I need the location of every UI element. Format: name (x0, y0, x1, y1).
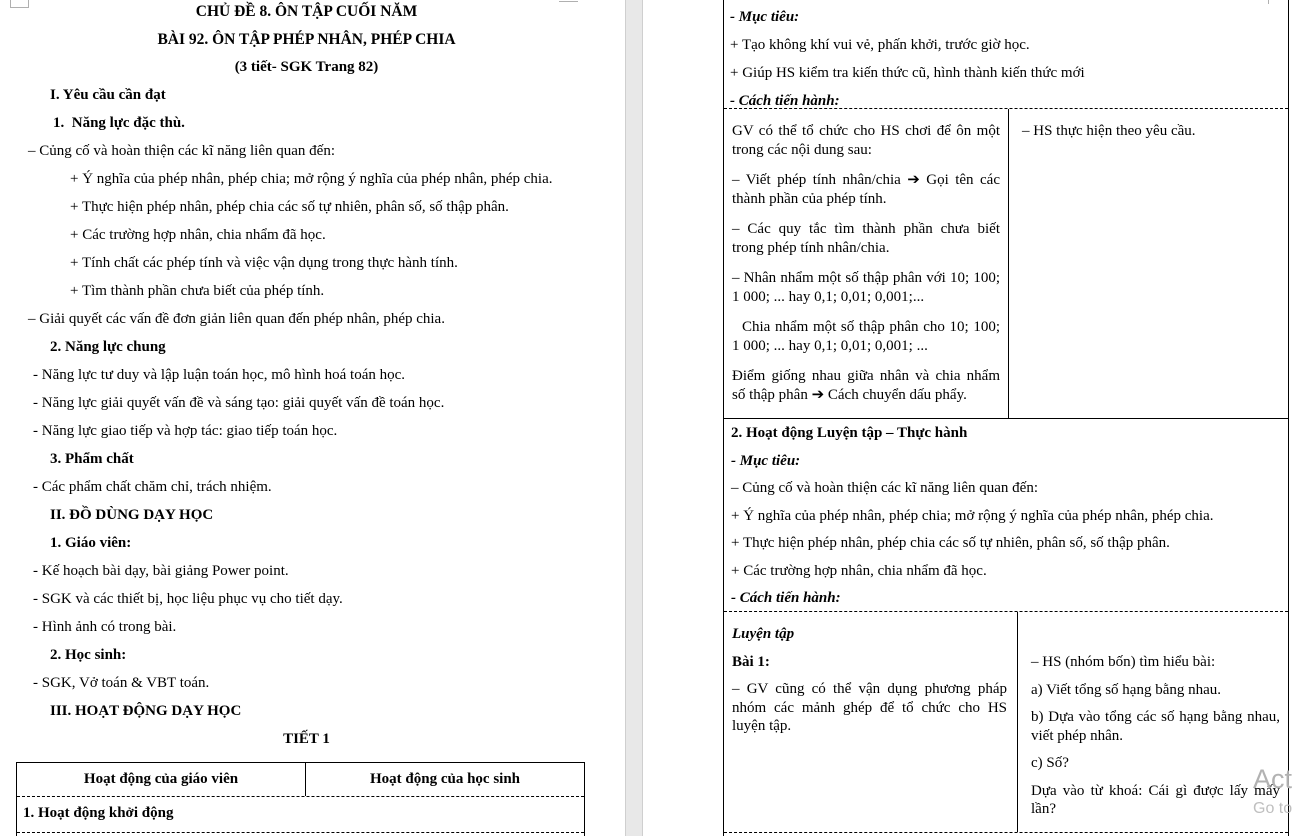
doc-heading: II. ĐỒ DÙNG DẠY HỌC (50, 507, 214, 523)
margin-crop-mark (559, 1, 578, 2)
doc-line: - Các phẩm chất chăm chỉ, trách nhiệm. (33, 479, 272, 495)
margin-crop-mark (1268, 0, 1269, 4)
doc-paragraph: – Các quy tắc tìm thành phần chưa biết trong phép tính nhân/chia. (732, 221, 1000, 256)
doc-heading: 3. Phẩm chất (50, 451, 134, 467)
activities-table-header (17, 763, 584, 797)
doc-paragraph: – Viết phép tính nhân/chia ➔ Gọi tên các thành phần của phép tính. (732, 172, 1000, 207)
doc-heading: 2. Năng lực chung (50, 339, 166, 355)
doc-line: - Năng lực giao tiếp và hợp tác: giao tiếp toán học. (33, 423, 338, 439)
doc-line: + Tìm thành phần chưa biết của phép tính. (70, 283, 325, 299)
doc-line: + Tạo không khí vui vẻ, phấn khởi, trước giờ học. (730, 37, 1030, 53)
teacher-cell (724, 612, 1018, 832)
doc-line: + Thực hiện phép nhân, phép chia các số tự nhiên, phân số, số thập phân. (731, 535, 1170, 551)
doc-line: – Củng cố và hoàn thiện các kĩ năng liên quan đến: (731, 480, 1038, 496)
doc-heading: 1. Giáo viên: (50, 535, 132, 551)
luyen-tap-label: Luyện tập (732, 626, 795, 642)
doc-paragraph: – GV cũng có thể vận dụng phương pháp nhóm các mảnh ghép để tổ chức cho HS luyện tập. (732, 681, 1007, 734)
section-luyen-tap-header (724, 419, 1288, 612)
activities-table-continued (723, 0, 1289, 836)
doc-heading: III. HOẠT ĐỘNG DẠY HỌC (50, 703, 242, 719)
bai-1-label: Bài 1: (732, 653, 770, 670)
section-khoi-dong-header (724, 0, 1288, 109)
doc-line: - Năng lực tư duy và lập luận toán học, mô hình hoá toán học. (33, 367, 406, 383)
student-cell (1018, 612, 1288, 832)
student-cell (1009, 109, 1288, 418)
activate-windows-watermark: Act (1253, 764, 1293, 794)
teacher-cell (724, 109, 1009, 418)
section-luyen-tap-body (724, 612, 1288, 833)
doc-heading: 2. Học sinh: (50, 647, 127, 663)
page-1-content (28, 2, 585, 758)
doc-line: + Các trường hợp nhân, chia nhẩm đã học. (731, 562, 987, 579)
doc-paragraph: – HS thực hiện theo yêu cầu. (1022, 123, 1196, 139)
doc-title-line: BÀI 92. ÔN TẬP PHÉP NHÂN, PHÉP CHIA (157, 31, 456, 48)
doc-paragraph: a) Viết tổng số hạng bằng nhau. (1031, 681, 1222, 698)
activities-table (16, 762, 585, 836)
cach-tien-hanh-label: - Cách tiến hành: (730, 93, 840, 109)
doc-line: - SGK, Vở toán & VBT toán. (33, 675, 210, 691)
doc-paragraph: b) Dựa vào tổng các số hạng bằng nhau, viết phép nhân. (1031, 709, 1280, 744)
doc-line: + Giúp HS kiểm tra kiến thức cũ, hình thành kiến thức mới (730, 65, 1085, 81)
doc-paragraph: c) Số? (1031, 755, 1069, 771)
doc-paragraph: GV có thể tổ chức cho HS chơi để ôn một trong các nội dung sau: (732, 123, 1000, 158)
page-2 (643, 0, 1295, 836)
doc-line: - Hình ảnh có trong bài. (33, 619, 177, 635)
muc-tieu-label: - Mục tiêu: (730, 9, 800, 25)
doc-paragraph: Chia nhẩm một số thập phân cho 10; 100; 1 000; ... hay 0,1; 0,01; 0,001; ... (732, 319, 1000, 354)
doc-title-line: (3 tiết- SGK Trang 82) (234, 59, 379, 75)
doc-line: + Ý nghĩa của phép nhân, phép chia; mở rộng ý nghĩa của phép nhân, phép chia. (70, 171, 553, 187)
col-header-teacher: Hoạt động của giáo viên (17, 763, 306, 796)
doc-line: – Củng cố và hoàn thiện các kĩ năng liên quan đến: (28, 143, 335, 159)
doc-line: + Thực hiện phép nhân, phép chia các số tự nhiên, phân số, số thập phân. (70, 199, 509, 215)
page-1 (0, 0, 625, 836)
doc-paragraph: Dựa vào từ khoá: Cái gì được lấy mấy lần? (1031, 782, 1280, 817)
doc-line: + Tính chất các phép tính và việc vận dụng trong thực hành tính. (70, 255, 458, 271)
doc-line: + Ý nghĩa của phép nhân, phép chia; mở rộng ý nghĩa của phép nhân, phép chia. (731, 507, 1214, 524)
muc-tieu-label: - Mục tiêu: (731, 452, 801, 469)
doc-line: - SGK và các thiết bị, học liệu phục vụ cho tiết dạy. (33, 591, 343, 607)
doc-line: + Các trường hợp nhân, chia nhẩm đã học. (70, 227, 326, 243)
doc-paragraph: – Nhân nhẩm một số thập phân với 10; 100; 1 000; ... hay 0,1; 0,01; 0,001;... (732, 270, 1000, 305)
col-header-student: Hoạt động của học sinh (369, 771, 521, 787)
activate-windows-watermark-subline: Go to (1253, 800, 1293, 817)
doc-line: - Kế hoạch bài dạy, bài giảng Power point. (33, 563, 289, 579)
table-row: 1. Hoạt động khởi động (17, 797, 584, 833)
page-gutter (625, 0, 643, 836)
doc-title-line: CHỦ ĐỀ 8. ÔN TẬP CUỐI NĂM (195, 3, 418, 20)
cach-tien-hanh-label: - Cách tiến hành: (731, 590, 841, 606)
activity-title: 2. Hoạt động Luyện tập – Thực hành (731, 425, 968, 441)
margin-crop-mark (10, 0, 29, 8)
doc-line: - Năng lực giải quyết vấn đề và sáng tạo: giải quyết vấn đề toán học. (33, 395, 445, 411)
section-khoi-dong-body (724, 109, 1288, 419)
doc-paragraph: Điểm giống nhau giữa nhân và chia nhẩm số thập phân ➔ Cách chuyển dấu phẩy. (732, 368, 1000, 403)
doc-paragraph: – HS (nhóm bốn) tìm hiểu bài: (1031, 654, 1216, 670)
doc-heading-tiet: TIẾT 1 (283, 731, 330, 747)
doc-line: – Giải quyết các vấn đề đơn giản liên quan đến phép nhân, phép chia. (28, 311, 445, 327)
doc-heading: 1. Năng lực đặc thù. (53, 115, 185, 131)
doc-heading: I. Yêu cầu cần đạt (50, 87, 166, 103)
